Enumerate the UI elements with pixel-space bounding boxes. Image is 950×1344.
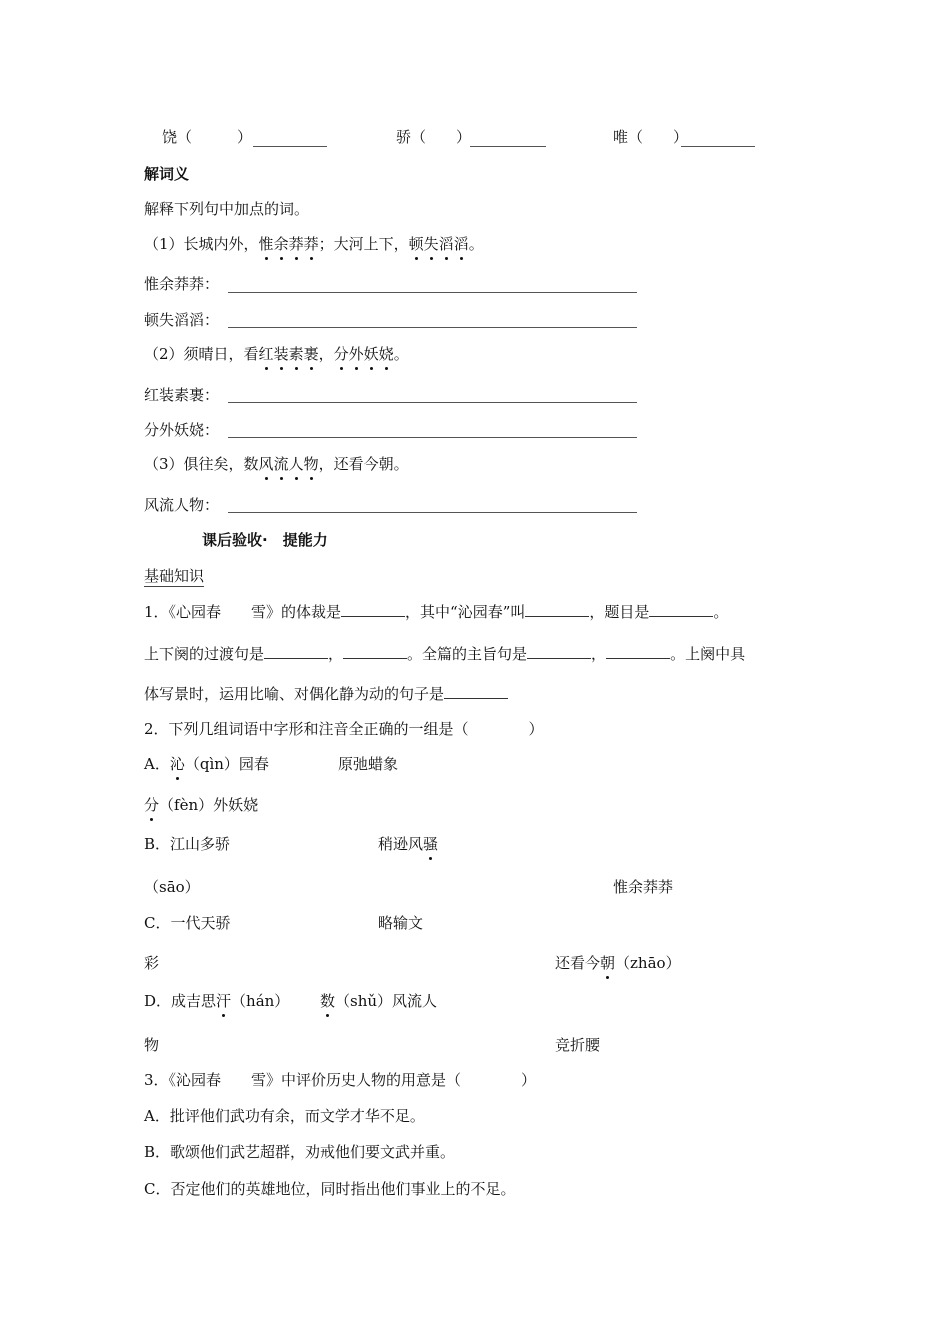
pinyin-blank-1[interactable] xyxy=(253,130,327,147)
q1-blank-5[interactable] xyxy=(343,644,407,659)
answer-line-1[interactable] xyxy=(228,276,637,293)
q1-line-1: 1．《心园春 雪》的体裁是 ，其中“沁园春”叫 ，题目是 。 xyxy=(144,603,729,621)
answer-label-5: 风流人物： xyxy=(144,496,220,514)
q1-line-3: 体写景时，运用比喻、对偶化静为动的句子是 xyxy=(144,684,508,704)
pinyin-blank-3[interactable] xyxy=(681,130,755,147)
q2-option-b-word3: 惟余莽莽 xyxy=(613,878,674,896)
q1-line-2: 上下阕的过渡句是 ， 。全篇的主旨句是 ， 。上阕中具 xyxy=(144,645,746,663)
q2-option-c-word2-cont: 彩 xyxy=(144,954,160,972)
q2-option-d-word2: 数（shǔ）风流人 xyxy=(320,992,438,1010)
q1-blank-3[interactable] xyxy=(649,602,713,617)
q2-option-a-word2: 原弛蜡象 xyxy=(338,755,399,773)
answer-label-3: 红装素裹： xyxy=(144,386,220,404)
q2-option-c-word1: C．一代天骄 xyxy=(144,914,231,932)
q2-option-a-line2: 分（fèn）外妖娆 xyxy=(144,796,259,814)
pinyin-item-1: 饶（ ） xyxy=(162,128,253,146)
q2-option-d-word2-cont: 物 xyxy=(144,1036,160,1054)
q1-blank-1[interactable] xyxy=(341,602,405,617)
pinyin-item-3: 唯（ ） xyxy=(613,128,689,146)
question-2-sentence: （2）须晴日，看红装素裹，分外妖娆。 xyxy=(144,345,409,363)
q1-blank-4[interactable] xyxy=(264,644,328,659)
q2-option-c-word2: 略输文 xyxy=(378,914,424,932)
answer-line-4[interactable] xyxy=(228,421,637,438)
q2-option-b-pinyin: （sāo） xyxy=(144,878,200,896)
q2-option-b-word1: B．江山多骄 xyxy=(144,835,231,853)
q3-stem: 3．《沁园春 雪》中评价历史人物的用意是（ ） xyxy=(144,1071,537,1089)
q2-option-c-word3: 还看今朝（zhāo） xyxy=(555,954,681,972)
pinyin-item-2: 骄（ ） xyxy=(396,128,472,146)
pinyin-blank-2[interactable] xyxy=(470,130,546,147)
basic-knowledge-heading: 基础知识 xyxy=(144,567,205,585)
q2-option-d-word1: D．成吉思汗（hán） xyxy=(144,992,290,1010)
after-class-title: 课后验收· 提能力 xyxy=(202,531,328,549)
question-3-sentence: （3）俱往矣，数风流人物，还看今朝。 xyxy=(144,455,409,473)
q1-blank-2[interactable] xyxy=(525,602,589,617)
section-heading-word-meaning: 解词义 xyxy=(144,165,190,183)
q3-option-b: B．歌颂他们武艺超群，劝戒他们要文武并重。 xyxy=(144,1143,456,1161)
q2-option-a-line1: A．沁（qìn）园春 xyxy=(144,755,269,773)
answer-label-4: 分外妖娆： xyxy=(144,421,220,439)
q3-option-a: A．批评他们武功有余，而文学才华不足。 xyxy=(144,1107,425,1125)
q1-blank-8[interactable] xyxy=(444,684,508,699)
answer-line-2[interactable] xyxy=(228,311,637,328)
instruction: 解释下列句中加点的词。 xyxy=(144,200,310,218)
q1-blank-6[interactable] xyxy=(527,644,591,659)
answer-label-1: 惟余莽莽： xyxy=(144,275,220,293)
answer-line-5[interactable] xyxy=(228,496,637,513)
q3-option-c: C．否定他们的英雄地位，同时指出他们事业上的不足。 xyxy=(144,1180,516,1198)
q1-blank-7[interactable] xyxy=(606,644,670,659)
question-1-sentence: （1）长城内外，惟余莽莽；大河上下，顿失滔滔。 xyxy=(144,235,484,253)
q2-stem: 2．下列几组词语中字形和注音全正确的一组是（ ） xyxy=(144,720,544,738)
answer-line-3[interactable] xyxy=(228,386,637,403)
q2-option-b-word2: 稍逊风骚 xyxy=(378,835,439,853)
q2-option-d-word3: 竞折腰 xyxy=(555,1036,601,1054)
answer-label-2: 顿失滔滔： xyxy=(144,311,220,329)
